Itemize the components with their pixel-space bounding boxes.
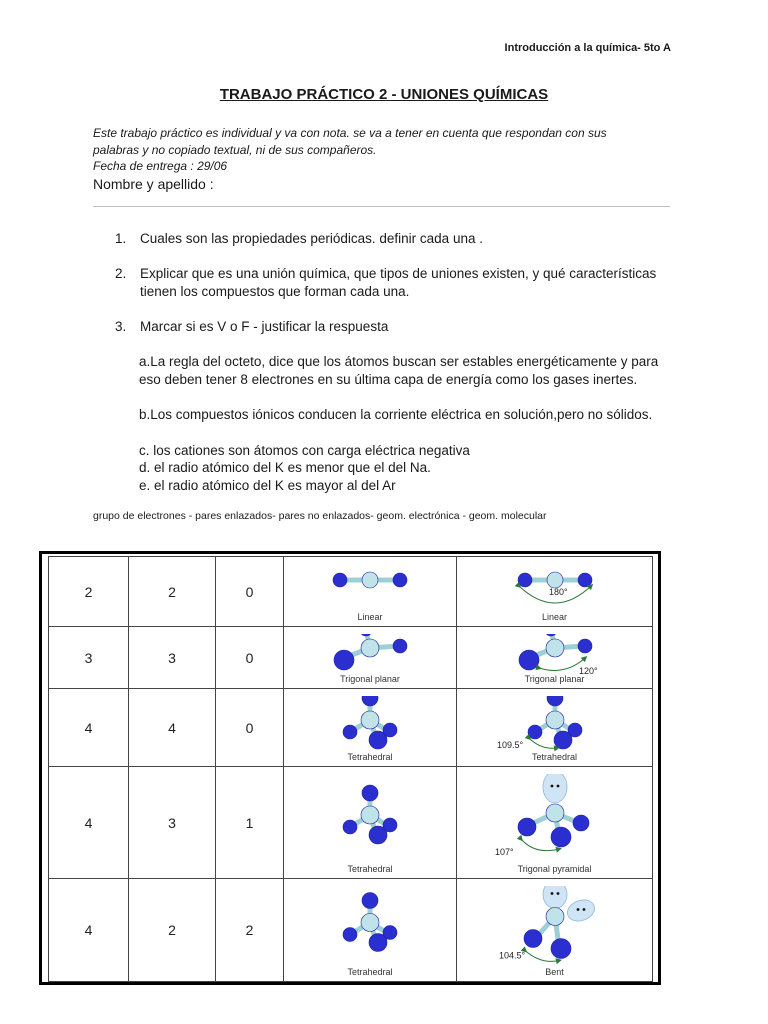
molecular-geometry-cell — [457, 627, 653, 689]
table-row — [49, 767, 653, 879]
bonded-pairs-cell: 2 — [129, 879, 216, 982]
question-number: 3. — [115, 319, 127, 334]
question-text: Marcar si es V o F - justificar la respuesta — [140, 319, 389, 334]
vsepr-table — [39, 551, 661, 985]
molecular-geometry-diagram — [470, 886, 640, 975]
table-row — [49, 879, 653, 982]
electron-groups-cell: 4 — [49, 879, 129, 982]
bonded-pairs-cell: 2 — [129, 557, 216, 627]
divider — [93, 206, 670, 207]
page-title: TRABAJO PRÁCTICO 2 - UNIONES QUÍMICAS — [219, 86, 549, 103]
svg-text:180°: 180° — [548, 586, 568, 597]
molecular-geometry-label: Trigonal planar — [524, 674, 585, 684]
molecular-geometry-cell — [457, 557, 653, 627]
electronic-geometry-label: Tetrahedral — [347, 864, 393, 874]
electron-groups-cell: 4 — [49, 689, 129, 767]
electronic-geometry-cell — [284, 879, 457, 982]
electronic-geometry-cell — [284, 689, 457, 767]
electron-groups-cell: 3 — [49, 627, 129, 689]
electronic-geometry-diagram — [295, 886, 445, 975]
intro-line-1: Este trabajo práctico es individual y va con nota. se va a tener en cuenta que respondan con sus — [93, 126, 607, 140]
electronic-geometry-diagram — [295, 696, 445, 760]
question-number: 1. — [115, 231, 127, 246]
electronic-geometry-diagram — [295, 774, 445, 872]
molecular-geometry-label: Tetrahedral — [531, 752, 578, 762]
vsepr-grid — [48, 556, 653, 982]
bonded-pairs-cell: 3 — [129, 627, 216, 689]
question-text: Cuales son las propiedades periódicas. definir cada una . — [140, 231, 483, 246]
question-text: Explicar que es una unión química, que tipos de uniones existen, y qué características tienen los compuestos que forman cada una. — [140, 266, 657, 299]
name-field-label: Nombre y apellido : — [93, 176, 214, 192]
electronic-geometry-label: Tetrahedral — [347, 967, 393, 977]
table-row — [49, 557, 653, 627]
statement-c: c. los cationes son átomos con carga eléctrica negativa — [139, 443, 470, 458]
intro-text — [93, 125, 673, 175]
molecular-geometry-cell — [457, 689, 653, 767]
lone-pairs-cell: 0 — [216, 557, 284, 627]
lone-pairs-cell: 1 — [216, 767, 284, 879]
intro-line-2: palabras y no copiado textual, ni de sus compañeros. — [93, 142, 377, 157]
lone-pairs-cell: 0 — [216, 627, 284, 689]
bonded-pairs-cell: 4 — [129, 689, 216, 767]
molecular-geometry-label: Trigonal pyramidal — [517, 864, 592, 874]
course-header: Introducción a la química- 5to A — [504, 42, 671, 54]
svg-text:107°: 107° — [494, 846, 514, 857]
table-row — [49, 689, 653, 767]
molecular-geometry-cell — [457, 767, 653, 879]
electronic-geometry-cell — [284, 557, 457, 627]
table-caption: grupo de electrones - pares enlazados- pares no enlazados- geom. electrónica - geom. molecular — [93, 510, 547, 522]
electron-groups-cell: 2 — [49, 557, 129, 627]
question-number: 2. — [115, 266, 127, 281]
electronic-geometry-cell — [284, 627, 457, 689]
electronic-geometry-label: Linear — [357, 612, 383, 622]
table-row — [49, 627, 653, 689]
molecular-geometry-label: Bent — [545, 967, 564, 977]
statement-d: d. el radio atómico del K es menor que el del Na. — [139, 460, 431, 475]
molecular-geometry-label: Linear — [541, 612, 568, 622]
statement-a: a.La regla del octeto, dice que los átomos buscan ser estables energéticamente y para eso deben tener 8 electrones en su última capa de energía como los gases inertes. — [139, 354, 659, 387]
molecular-geometry-diagram — [470, 774, 640, 872]
lone-pairs-cell: 0 — [216, 689, 284, 767]
bonded-pairs-cell: 3 — [129, 767, 216, 879]
molecular-geometry-cell — [457, 879, 653, 982]
lone-pairs-cell: 2 — [216, 879, 284, 982]
due-date: Fecha de entrega : 29/06 — [93, 159, 228, 173]
electron-groups-cell: 4 — [49, 767, 129, 879]
electronic-geometry-label: Tetrahedral — [347, 752, 393, 762]
molecular-geometry-diagram — [470, 696, 640, 760]
svg-text:104.5°: 104.5° — [498, 950, 525, 960]
statement-b: b.Los compuestos iónicos conducen la corriente eléctrica en solución,pero no sólidos. — [139, 407, 653, 422]
statement-e: e. el radio atómico del K es mayor al del Ar — [139, 478, 396, 493]
svg-text:120°: 120° — [578, 665, 598, 676]
electronic-geometry-cell — [284, 767, 457, 879]
svg-text:109.5°: 109.5° — [496, 739, 523, 750]
electronic-geometry-label: Trigonal planar — [340, 674, 400, 684]
